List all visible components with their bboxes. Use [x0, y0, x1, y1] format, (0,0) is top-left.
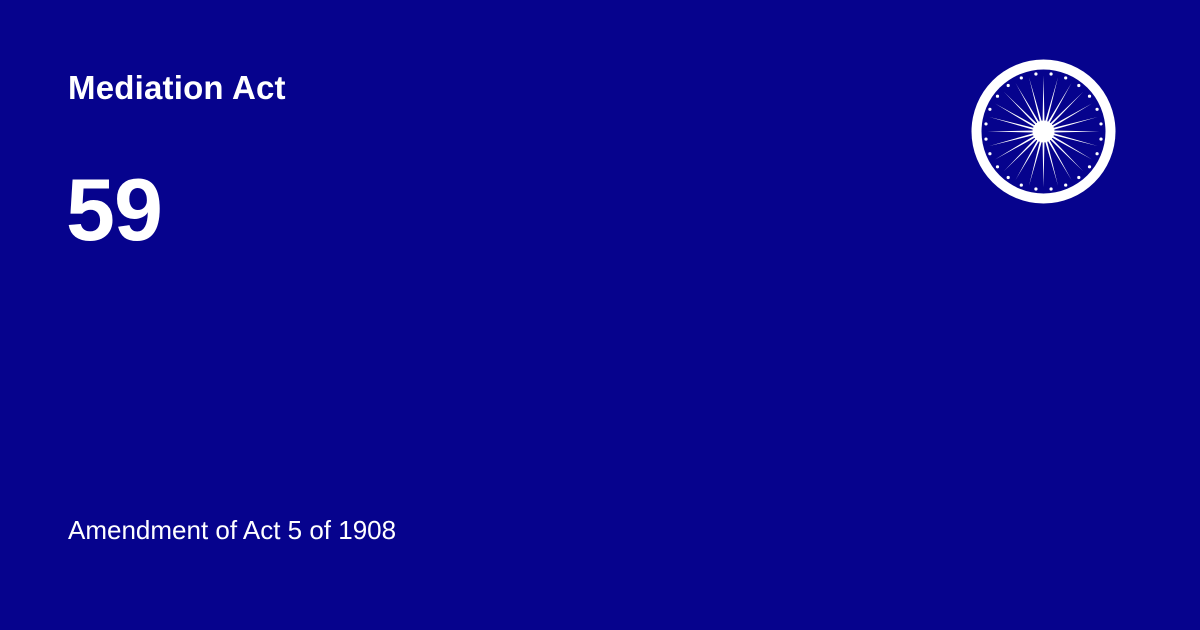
chakra-hub	[1033, 121, 1055, 143]
chakra-rim-dot	[1099, 137, 1102, 140]
chakra-rim-dot	[1088, 95, 1091, 98]
section-number: 59	[66, 160, 162, 259]
act-title: Mediation Act	[68, 69, 286, 106]
chakra-rim-dot	[1064, 76, 1067, 79]
chakra-rim-dot	[1049, 72, 1052, 75]
section-subtitle: Amendment of Act 5 of 1908	[68, 515, 397, 545]
chakra-rim-dot	[1007, 176, 1010, 179]
chakra-rim-dot	[988, 152, 991, 155]
chakra-rim-dot	[1049, 187, 1052, 190]
chakra-rim-dot	[996, 165, 999, 168]
chakra-rim-dot	[1064, 183, 1067, 186]
chakra-rim-dot	[1077, 176, 1080, 179]
chakra-rim-dot	[1034, 187, 1037, 190]
chakra-rim-dot	[988, 108, 991, 111]
chakra-rim-dot	[1034, 72, 1037, 75]
chakra-rim-dot	[1077, 84, 1080, 87]
chakra-rim-dot	[1020, 183, 1023, 186]
ashoka-chakra-svg	[971, 59, 1116, 204]
chakra-rim-dot	[984, 137, 987, 140]
chakra-rim-dot	[1020, 76, 1023, 79]
chakra-rim-dot	[1095, 152, 1098, 155]
ashoka-chakra-icon	[971, 59, 1116, 204]
chakra-rim-dot	[1088, 165, 1091, 168]
chakra-rim-dot	[1095, 108, 1098, 111]
chakra-rim-dot	[1007, 84, 1010, 87]
chakra-rim-dot	[984, 122, 987, 125]
chakra-rim-dot	[996, 95, 999, 98]
chakra-rim-dot	[1099, 122, 1102, 125]
